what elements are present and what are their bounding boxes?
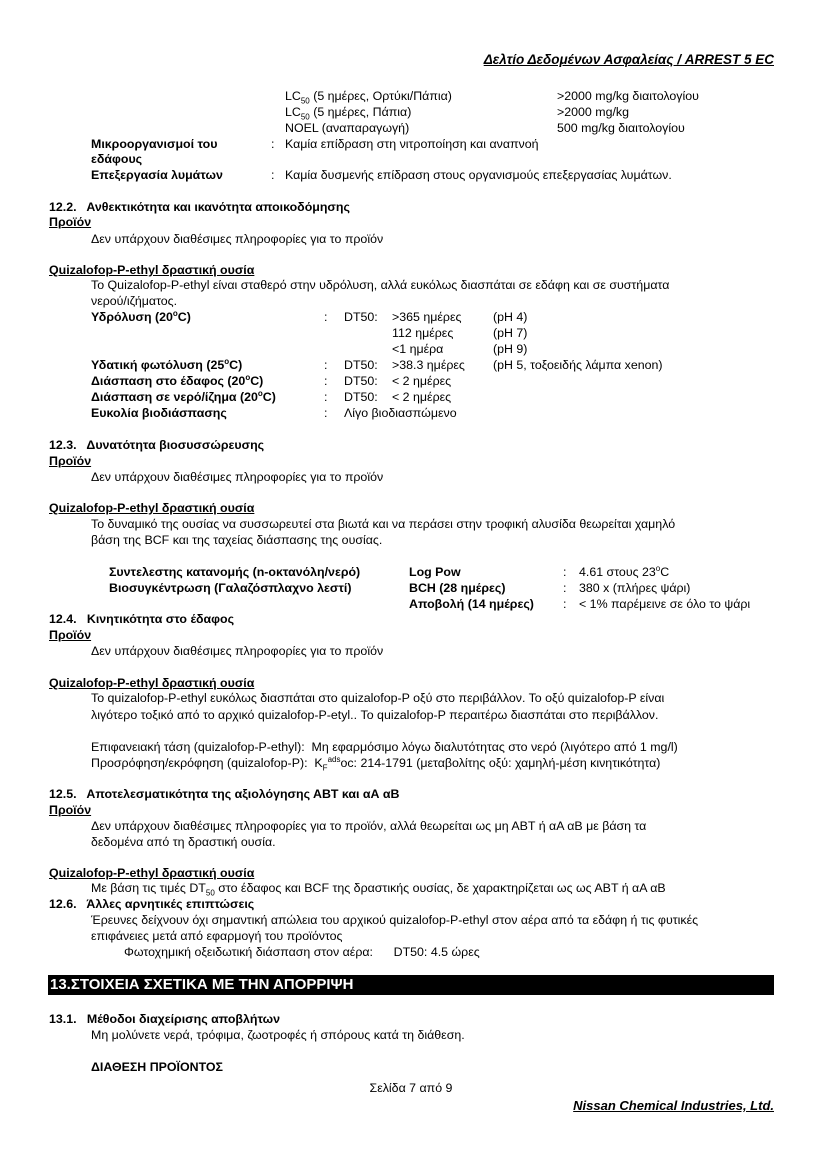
s12-5-active-label: Quizalofop-P-ethyl δραστική ουσία bbox=[49, 866, 255, 880]
s12-4-active-text: Το quizalofop-P-ethyl ευκόλως διασπάται στο quizalofop-P οξύ στο περιβάλλον. Το οξύ quizalofop-P είναι bbox=[91, 691, 665, 705]
waste-treatment-colon: : bbox=[271, 168, 275, 182]
surface-tension-text: Επιφανειακή τάση (quizalofop-P-ethyl): Μη εφαρμόσιμο λόγω διαλυτότητας στο νερό (λιγότερο από 1 mg/l) bbox=[91, 740, 678, 754]
soil-micro-label: Μικροοργανισμοί του bbox=[91, 137, 218, 151]
document-title: Δελτίο Δεδομένων Ασφαλείας / ARREST 5 EC bbox=[483, 52, 774, 67]
soil-degradation-dt: DT50: bbox=[344, 374, 378, 388]
noel-label: NOEL (αναπαραγωγή) bbox=[285, 121, 410, 135]
water-sediment-label: Διάσπαση σε νερό/ίζημα (20$^o$C) bbox=[91, 388, 276, 404]
hydrolysis-label: Υδρόλυση (20$^o$C) bbox=[91, 308, 191, 324]
s12-5-active-text: Με βάση τις τιμές $DT_{50}$ στο έδαφος και BCF της δραστικής ουσίας, δε χαρακτηρίζεται ως ως ΑΒΤ ή αΑ αΒ bbox=[91, 881, 666, 898]
s12-6-photochemical: Φωτοχημική οξειδωτική διάσπαση στον αέρα: DT50: 4.5 ώρες bbox=[124, 945, 480, 959]
section-12-2-heading: 12.2. Ανθεκτικότητα και ικανότητα αποικοδόμησης bbox=[49, 200, 350, 214]
hydrolysis-value-1: >365 ημέρες bbox=[392, 310, 462, 324]
noel-value: 500 mg/kg διαιτολογίου bbox=[557, 121, 685, 135]
log-pow-key: Log Pow bbox=[409, 565, 461, 579]
soil-degradation-colon: : bbox=[324, 374, 328, 388]
biodegradability-value: Λίγο βιοδιασπώμενο bbox=[344, 406, 457, 420]
lc50-quail-value: >2000 mg/kg διαιτολογίου bbox=[557, 89, 699, 103]
s12-3-product-label: Προϊόν bbox=[49, 454, 92, 468]
s12-4-active-label: Quizalofop-P-ethyl δραστική ουσία bbox=[49, 676, 255, 690]
s12-3-product-text: Δεν υπάρχουν διαθέσιμες πληροφορίες για το προϊόν bbox=[91, 470, 384, 484]
depuration-colon: : bbox=[563, 597, 567, 611]
section-12-4-heading: 12.4. Κινητικότητα στο έδαφος bbox=[49, 612, 235, 626]
hydrolysis-value-2: 112 ημέρες bbox=[392, 326, 454, 340]
s12-3-active-text: Το δυναμικό της ουσίας να συσσωρευτεί στα βιωτά και να περάσει στην τροφική αλυσίδα θεωρείται χαμηλό bbox=[91, 517, 676, 531]
partition-coefficient-label: Συντελεστης κατανομής (n-οκτανόλη/νερό) bbox=[109, 565, 361, 579]
s12-2-active-text: Το Quizalofop-P-ethyl είναι σταθερό στην υδρόλυση, αλλά ευκόλως διασπάται σε εδάφη και σε συστήματα bbox=[91, 278, 670, 292]
lc50-duck-label: $LC_{50}$ (5 ημέρες, Πάπια) bbox=[285, 105, 412, 122]
s12-6-text-2: επιφάνειες μετά από εφαρμογή του προϊόντος bbox=[91, 929, 343, 943]
section-12-6-heading: 12.6. Άλλες αρνητικές επιπτώσεις bbox=[49, 897, 255, 911]
log-pow-value: 4.61 στους 23$^o$C bbox=[579, 563, 670, 579]
waste-treatment-value: Καμία δυσμενής επίδραση στους οργανισμούς επεξεργασίας λυμάτων. bbox=[285, 168, 672, 182]
photolysis-colon: : bbox=[324, 358, 328, 372]
hydrolysis-dt: DT50: bbox=[344, 310, 378, 324]
s12-4-product-label: Προϊόν bbox=[49, 628, 92, 642]
section-12-5-heading: 12.5. Αποτελεσματικότητα της αξιολόγησης ΑΒΤ και αΑ αΒ bbox=[49, 787, 400, 801]
s12-4-active-text-2: λιγότερο τοξικό από το αρχικό quizalofop-P-etyl.. Το quizalofop-P περαιτέρω διασπάται στο περιβάλλον. bbox=[91, 708, 659, 722]
hydrolysis-cond-3: (pH 9) bbox=[493, 342, 528, 356]
section-12-3-heading: 12.3. Δυνατότητα βιοσυσσώρευσης bbox=[49, 438, 265, 452]
product-disposal-heading: ΔΙΑΘΕΣΗ ΠΡΟΪΟΝΤΟΣ bbox=[91, 1060, 223, 1074]
hydrolysis-cond-1: (pH 4) bbox=[493, 310, 528, 324]
photolysis-value: >38.3 ημέρες bbox=[392, 358, 465, 372]
water-sediment-colon: : bbox=[324, 390, 328, 404]
photolysis-cond: (pH 5, τοξοειδής λάμπα xenon) bbox=[493, 358, 663, 372]
s12-2-active-text-2: νερού/ιζήματος. bbox=[91, 294, 178, 308]
company-name: Nissan Chemical Industries, Ltd. bbox=[573, 1098, 774, 1113]
soil-micro-label-2: εδάφους bbox=[91, 152, 143, 166]
lc50-quail-label: $LC_{50}$ (5 ημέρες, Ορτύκι/Πάπια) bbox=[285, 89, 452, 106]
soil-micro-colon: : bbox=[271, 137, 275, 151]
hydrolysis-colon: : bbox=[324, 310, 328, 324]
s12-2-product-label: Προϊόν bbox=[49, 215, 92, 229]
soil-degradation-value: < 2 ημέρες bbox=[392, 374, 452, 388]
bcf-value: 380 x (πλήρες ψάρι) bbox=[579, 581, 691, 595]
soil-degradation-label: Διάσπαση στο έδαφος (20$^o$C) bbox=[91, 372, 264, 388]
s12-2-active-label: Quizalofop-P-ethyl δραστική ουσία bbox=[49, 263, 255, 277]
water-sediment-value: < 2 ημέρες bbox=[392, 390, 452, 404]
s12-6-text: Έρευνες δείχνουν όχι σημαντική απώλεια του αρχικού quizalofop-P-ethyl στον αέρα από τα εδάφη ή τις φυτικές bbox=[91, 913, 699, 927]
bioconcentration-label: Βιοσυγκέντρωση (Γαλαζόσπλαχνο λεστί) bbox=[109, 581, 352, 595]
biodegradability-colon: : bbox=[324, 406, 328, 420]
bcf-colon: : bbox=[563, 581, 567, 595]
soil-micro-value: Καμία επίδραση στη νιτροποίηση και αναπνοή bbox=[285, 137, 539, 151]
lc50-duck-value: >2000 mg/kg bbox=[557, 105, 629, 119]
section-13-bar: 13.ΣΤΟΙΧΕΙΑ ΣΧΕΤΙΚΑ ΜΕ ΤΗΝ ΑΠΟΡΡΙΨΗ bbox=[48, 975, 774, 995]
depuration-value: < 1% παρέμεινε σε όλο το ψάρι bbox=[579, 597, 751, 611]
s12-5-product-label: Προϊόν bbox=[49, 803, 92, 817]
adsorption-text: Προσρόφηση/εκρόφηση (quizalofop-P): $K_F^{ads}oc$: 214-1791 (μεταβολίτης οξύ: χαμηλή-μέση κινητικότητα) bbox=[91, 754, 661, 773]
log-pow-colon: : bbox=[563, 565, 567, 579]
waste-treatment-label: Επεξεργασία λυμάτων bbox=[91, 168, 223, 182]
s12-2-product-text: Δεν υπάρχουν διαθέσιμες πληροφορίες για το προϊόν bbox=[91, 232, 384, 246]
s12-3-active-label: Quizalofop-P-ethyl δραστική ουσία bbox=[49, 501, 255, 515]
bcf-key: BCH (28 ημέρες) bbox=[409, 581, 506, 595]
s12-5-product-text: Δεν υπάρχουν διαθέσιμες πληροφορίες για το προϊόν, αλλά θεωρείται ως μη ΑΒΤ ή αΑ αΒ με βάση τα bbox=[91, 819, 647, 833]
hydrolysis-value-3: <1 ημέρα bbox=[392, 342, 444, 356]
biodegradability-label: Ευκολία βιοδιάσπασης bbox=[91, 406, 227, 420]
s13-1-text: Μη μολύνετε νερά, τρόφιμα, ζωοτροφές ή σπόρους κατά τη διάθεση. bbox=[91, 1028, 465, 1042]
section-13-1-heading: 13.1. Μέθοδοι διαχείρισης αποβλήτων bbox=[49, 1012, 280, 1026]
s12-3-active-text-2: βάση της BCF και της ταχείας διάσπασης της ουσίας. bbox=[91, 533, 383, 547]
s12-4-product-text: Δεν υπάρχουν διαθέσιμες πληροφορίες για το προϊόν bbox=[91, 644, 384, 658]
photolysis-dt: DT50: bbox=[344, 358, 378, 372]
page-number: Σελίδα 7 από 9 bbox=[369, 1081, 453, 1095]
water-sediment-dt: DT50: bbox=[344, 390, 378, 404]
photolysis-label: Υδατική φωτόλυση (25$^o$C) bbox=[91, 356, 243, 372]
hydrolysis-cond-2: (pH 7) bbox=[493, 326, 528, 340]
s12-5-product-text-2: δεδομένα από τη δραστική ουσία. bbox=[91, 835, 276, 849]
depuration-key: Αποβολή (14 ημέρες) bbox=[409, 597, 534, 611]
